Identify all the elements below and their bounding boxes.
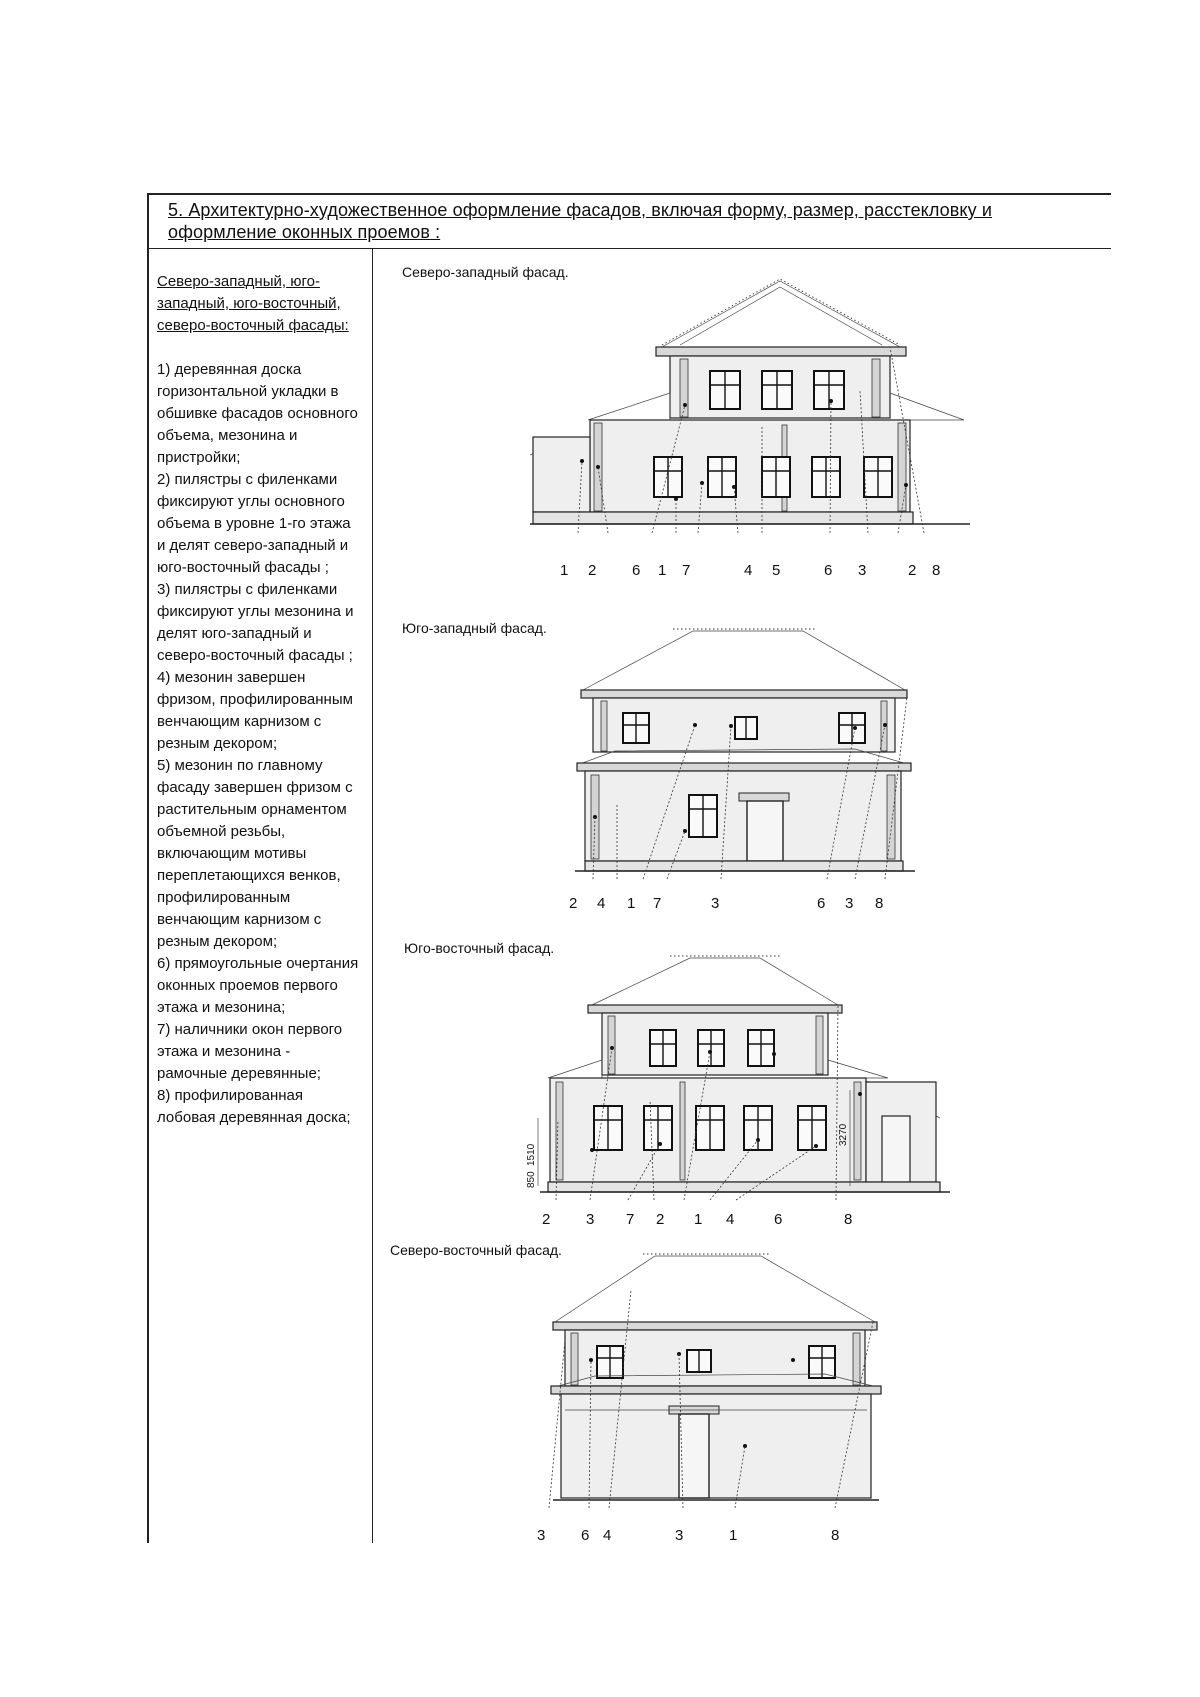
feature-item: 2) пилястры с филенками фиксируют углы основного объема в уровне 1-го этажа и делят северо-западный и юго-восточный фасады ; (157, 471, 351, 576)
callout-label: 2 (908, 562, 917, 579)
callout-label: 3 (845, 895, 854, 912)
callout-label: 4 (603, 1527, 612, 1544)
callout-label: 8 (844, 1211, 853, 1228)
callout-label: 2 (542, 1211, 551, 1228)
callout-label: 6 (817, 895, 826, 912)
north-east-facade-drawing (535, 1250, 915, 1550)
callout-label: 3 (537, 1527, 546, 1544)
callout-label: 1 (560, 562, 569, 579)
dimension-label: 3270 (838, 1123, 849, 1146)
header-bottom-border (147, 248, 1111, 249)
facade-description (157, 271, 362, 1129)
north-west-facade-drawing (530, 275, 970, 585)
table-top-border (147, 193, 1111, 195)
callout-label: 7 (682, 562, 691, 579)
facade-list-title: Северо-западный, юго-западный, юго-восточный, северо-восточный фасады: (157, 273, 349, 334)
callout-label: 6 (581, 1527, 590, 1544)
callout-label: 6 (632, 562, 641, 579)
callout-label: 1 (658, 562, 667, 579)
south-east-facade-drawing (520, 950, 960, 1230)
callout-label: 7 (653, 895, 662, 912)
callout-label: 3 (858, 562, 867, 579)
callout-label: 6 (824, 562, 833, 579)
callout-label: 3 (675, 1527, 684, 1544)
section-header: 5. Архитектурно-художественное оформление фасадов, включая форму, размер, расстекловку и оформление оконных проемов : (168, 200, 992, 242)
callout-label: 2 (569, 895, 578, 912)
callout-label: 8 (875, 895, 884, 912)
feature-item: 5) мезонин по главному фасаду завершен фризом с растительным орнаментом объемной резьбы, включающим мотивы переплетающихся венков, профилированным венчающим карнизом с резным декором; (157, 757, 353, 950)
callout-label: 1 (729, 1527, 738, 1544)
feature-item: 3) пилястры с филенками фиксируют углы мезонина и делят юго-западный и северо-восточный фасады ; (157, 581, 354, 664)
dimension-label: 850 (526, 1171, 537, 1188)
callout-label: 3 (711, 895, 720, 912)
callout-label: 6 (774, 1211, 783, 1228)
callout-label: 1 (694, 1211, 703, 1228)
feature-item: 1) деревянная доска горизонтальной укладки в обшивке фасадов основного объема, мезонина и пристройки; (157, 361, 358, 466)
feature-item: 8) профилированная лобовая деревянная доска; (157, 1087, 351, 1126)
callout-label: 5 (772, 562, 781, 579)
south-west-facade-drawing (555, 625, 935, 915)
feature-item: 4) мезонин завершен фризом, профилированным венчающим карнизом с резным декором; (157, 669, 353, 752)
callout-label: 4 (744, 562, 753, 579)
facade-caption-south-west: Юго-западный фасад. (402, 620, 547, 636)
callout-label: 2 (588, 562, 597, 579)
callout-label: 1 (627, 895, 636, 912)
feature-item: 6) прямоугольные очертания оконных проемов первого этажа и мезонина; (157, 955, 359, 1016)
callout-label: 4 (726, 1211, 735, 1228)
callout-label: 4 (597, 895, 606, 912)
callout-label: 2 (656, 1211, 665, 1228)
facade-caption-south-east: Юго-восточный фасад. (404, 940, 555, 956)
callout-label: 8 (932, 562, 941, 579)
callout-label: 7 (626, 1211, 635, 1228)
column-divider (372, 249, 373, 1543)
callout-label: 8 (831, 1527, 840, 1544)
feature-item: 7) наличники окон первого этажа и мезонина - рамочные деревянные; (157, 1021, 343, 1082)
facade-caption-north-west: Северо-западный фасад. (402, 264, 569, 280)
dimension-label: 1510 (526, 1143, 537, 1166)
facade-caption-north-east: Северо-восточный фасад. (390, 1242, 562, 1258)
callout-label: 3 (586, 1211, 595, 1228)
table-left-border (147, 193, 149, 1543)
